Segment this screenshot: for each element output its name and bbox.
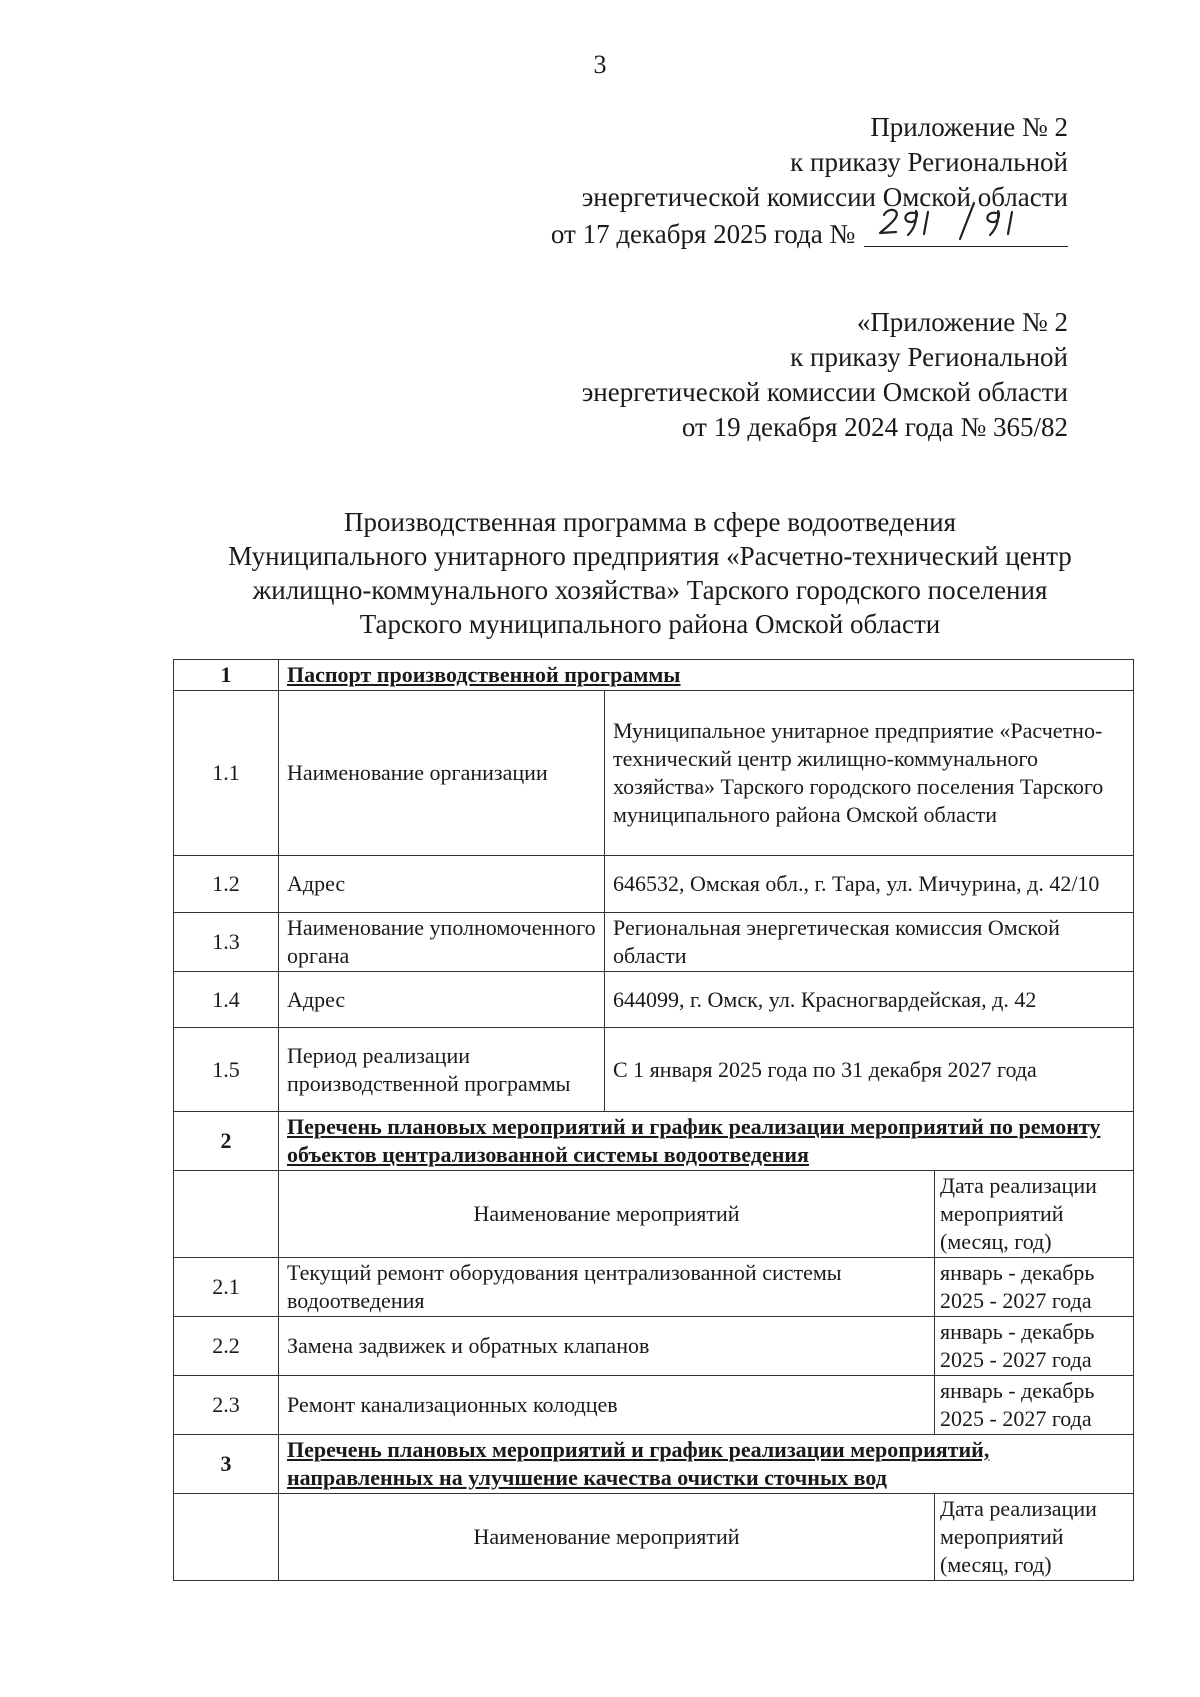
empty-cell (174, 1171, 279, 1258)
document-title (160, 505, 1140, 641)
row-value: 646532, Омская обл., г. Тара, ул. Мичурина, д. 42/10 (605, 856, 1134, 913)
row-value: 644099, г. Омск, ул. Красногвардейская, д. 42 (605, 972, 1134, 1028)
row-number: 1.4 (174, 972, 279, 1028)
activity-name: Текущий ремонт оборудования централизованной системы водоотведения (279, 1258, 935, 1317)
section-number: 3 (174, 1435, 279, 1494)
page-number: 3 (593, 50, 607, 79)
row-number: 1.3 (174, 913, 279, 972)
section-title: Перечень плановых мероприятий и график реализации мероприятий по ремонту объектов централизованной системы водоотведения (279, 1112, 1134, 1171)
section-title: Паспорт производственной программы (279, 660, 1134, 691)
row-label: Адрес (279, 972, 605, 1028)
table-row (174, 1376, 1134, 1435)
activity-date: январь - декабрь 2025 - 2027 года (935, 1376, 1134, 1435)
title-line4: Тарского муниципального района Омской области (359, 609, 941, 639)
section-2-column-header-row (174, 1171, 1134, 1258)
table-row (174, 913, 1134, 972)
title-line2: Муниципального унитарного предприятия «Расчетно-технический центр (228, 541, 1072, 571)
table-row (174, 1317, 1134, 1376)
section-number: 1 (174, 660, 279, 691)
table-row (174, 1028, 1134, 1112)
row-number: 2.2 (174, 1317, 279, 1376)
activity-date: январь - декабрь 2025 - 2027 года (935, 1317, 1134, 1376)
row-label: Период реализации производственной программы (279, 1028, 605, 1112)
appendix-previous-line1: «Приложение № 2 (856, 307, 1068, 337)
table-row (174, 856, 1134, 913)
activity-name: Ремонт канализационных колодцев (279, 1376, 935, 1435)
activity-name: Замена задвижек и обратных клапанов (279, 1317, 935, 1376)
appendix-previous-header (582, 305, 1068, 445)
section-title: Перечень плановых мероприятий и график реализации мероприятий, направленных на улучшение качества очистки сточных вод (279, 1435, 1134, 1494)
handwritten-order-number (862, 215, 1068, 243)
row-label: Наименование уполномоченного органа (279, 913, 605, 972)
section-1-header-row (174, 660, 1134, 691)
column-header-name: Наименование мероприятий (279, 1494, 935, 1581)
empty-cell (174, 1494, 279, 1581)
appendix-current-line1: Приложение № 2 (870, 112, 1068, 142)
row-number: 2.1 (174, 1258, 279, 1317)
row-number: 1.5 (174, 1028, 279, 1112)
row-value: С 1 января 2025 года по 31 декабря 2027 года (605, 1028, 1134, 1112)
appendix-previous-line3: энергетической комиссии Омской области (581, 377, 1068, 407)
row-number: 1.1 (174, 691, 279, 856)
handwritten-number-icon (862, 201, 1068, 247)
title-line1: Производственная программа в сфере водоотведения (343, 507, 957, 537)
title-line3: жилищно-коммунального хозяйства» Тарского городского поселения (252, 575, 1048, 605)
section-3-column-header-row (174, 1494, 1134, 1581)
appendix-current-line3: энергетической комиссии Омской области (581, 182, 1068, 212)
appendix-current-header (551, 110, 1068, 252)
row-number: 1.2 (174, 856, 279, 913)
signature-underline (864, 246, 1068, 247)
program-table (173, 659, 1134, 1581)
row-value: Региональная энергетическая комиссия Омской области (605, 913, 1134, 972)
appendix-current-line4 (551, 215, 1068, 252)
appendix-previous-line2: к приказу Региональной (790, 342, 1068, 372)
column-header-date: Дата реализации мероприятий (месяц, год) (935, 1171, 1134, 1258)
table-row (174, 1258, 1134, 1317)
activity-date: январь - декабрь 2025 - 2027 года (935, 1258, 1134, 1317)
row-value: Муниципальное унитарное предприятие «Расчетно-технический центр жилищно-коммунального хозяйства» Тарского городского поселения Тарского муниципального района Омской области (605, 691, 1134, 856)
section-3-header-row (174, 1435, 1134, 1494)
column-header-date: Дата реализации мероприятий (месяц, год) (935, 1494, 1134, 1581)
section-2-header-row (174, 1112, 1134, 1171)
section-number: 2 (174, 1112, 279, 1171)
column-header-name: Наименование мероприятий (279, 1171, 935, 1258)
table-row (174, 972, 1134, 1028)
row-number: 2.3 (174, 1376, 279, 1435)
order-date-prefix: от 17 декабря 2025 года № (550, 219, 856, 249)
table-row (174, 691, 1134, 856)
row-label: Наименование организации (279, 691, 605, 856)
appendix-current-line2: к приказу Региональной (790, 147, 1068, 177)
appendix-previous-line4: от 19 декабря 2024 года № 365/82 (681, 412, 1068, 442)
row-label: Адрес (279, 856, 605, 913)
